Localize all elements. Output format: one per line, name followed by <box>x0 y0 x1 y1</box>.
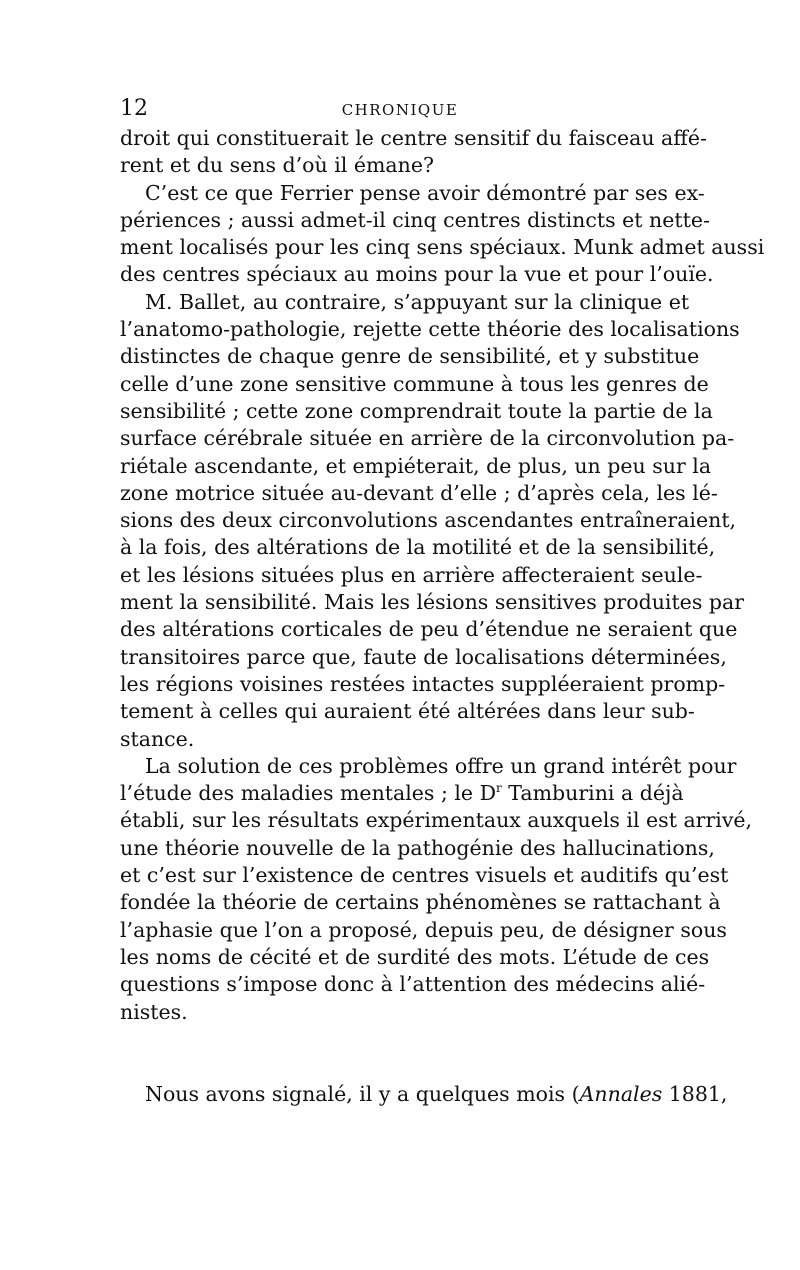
text-line: à la fois, des altérations de la motilité et de la sensibilité, <box>120 535 716 560</box>
text-line: l’aphasie que l’on a proposé, depuis peu, de désigner sous <box>120 917 727 942</box>
text-segment: Tamburini a déjà <box>501 781 684 806</box>
text-segment: 1881, <box>662 1081 728 1106</box>
text-line: La solution de ces problèmes offre un grand intérêt pour <box>145 753 737 778</box>
text-line: questions s’impose donc à l’attention des médecins alié- <box>120 972 706 997</box>
text-line: C’est ce que Ferrier pense avoir démontré par ses ex- <box>145 180 705 205</box>
text-line: celle d’une zone sensitive commune à tous les genres de <box>120 371 709 396</box>
text-line: des altérations corticales de peu d’étendue ne seraient que <box>120 617 738 642</box>
text-line: des centres spéciaux au moins pour la vue et pour l’ouïe. <box>120 262 714 287</box>
text-segment: Nous avons signalé, il y a quelques mois ( <box>145 1081 580 1106</box>
text-segment: l’étude des maladies mentales ; le D <box>120 781 497 806</box>
italic-title: Annales <box>579 1081 663 1106</box>
running-title: CHRONIQUE <box>341 101 459 119</box>
text-line: stance. <box>120 726 195 751</box>
text-line: nistes. <box>120 999 188 1024</box>
text-line <box>120 780 684 807</box>
text-line: les noms de cécité et de surdité des mots. L’étude de ces <box>120 944 710 969</box>
text-line: droit qui constituerait le centre sensitif du faisceau affé- <box>120 126 707 150</box>
text-line: l’anatomo-pathologie, rejette cette théorie des localisations <box>120 317 740 342</box>
text-line <box>120 1081 728 1108</box>
text-line: fondée la théorie de certains phénomènes se rattachant à <box>120 890 721 915</box>
text-line: établi, sur les résultats expérimentaux auxquels il est arrivé, <box>120 808 753 833</box>
text-line: et c’est sur l’existence de centres visuels et auditifs qu’est <box>120 863 729 888</box>
superscript: r <box>496 781 502 796</box>
text-line: sensibilité ; cette zone comprendrait toute la partie de la <box>120 398 713 423</box>
body-text <box>120 125 765 1108</box>
text-line: distinctes de chaque genre de sensibilité, et y substitue <box>120 344 700 369</box>
page-number: 12 <box>120 96 148 121</box>
text-line: sions des deux circonvolutions ascendantes entraîneraient, <box>120 508 737 533</box>
text-line: rent et du sens d’où il émane? <box>120 153 434 178</box>
text-line: périences ; aussi admet-il cinq centres distincts et nette- <box>120 207 710 232</box>
text-line: transitoires parce que, faute de localisations déterminées, <box>120 644 727 669</box>
text-line: surface cérébrale située en arrière de la circonvolution pa- <box>120 426 735 451</box>
text-line: les régions voisines restées intactes suppléeraient promp- <box>120 671 726 696</box>
text-line: riétale ascendante, et empiéterait, de plus, un peu sur la <box>120 453 712 478</box>
page-header <box>120 96 680 126</box>
text-line: tement à celles qui auraient été altérées dans leur sub- <box>120 699 695 724</box>
text-line: ment localisés pour les cinq sens spéciaux. Munk admet aussi <box>120 235 765 260</box>
text-line: et les lésions situées plus en arrière affecteraient seule- <box>120 562 703 587</box>
text-line: une théorie nouvelle de la pathogénie des hallucinations, <box>120 835 715 860</box>
text-line: zone motrice située au-devant d’elle ; d’après cela, les lé- <box>120 480 718 505</box>
text-line: M. Ballet, au contraire, s’appuyant sur la clinique et <box>145 289 690 314</box>
paragraph-gap <box>120 1026 675 1081</box>
text-line: ment la sensibilité. Mais les lésions sensitives produites par <box>120 590 744 615</box>
